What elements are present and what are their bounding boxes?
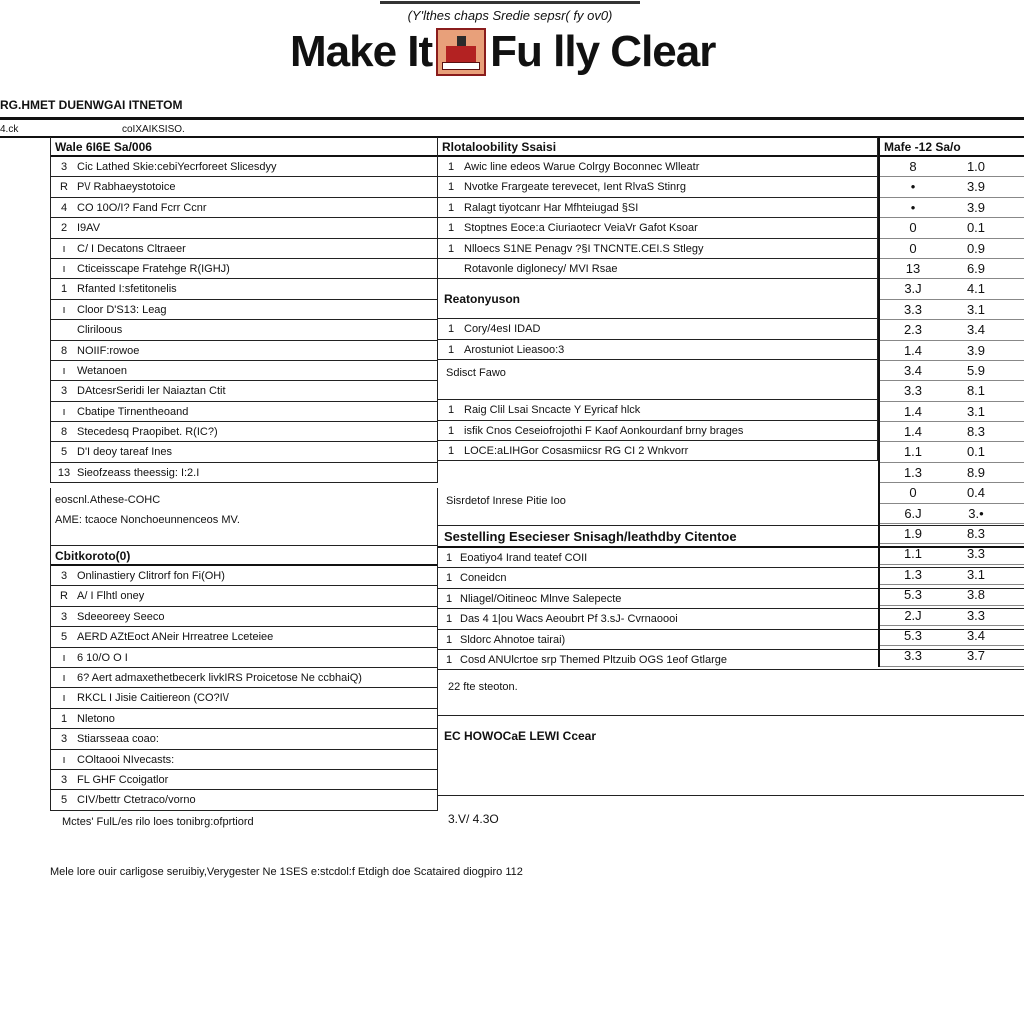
table-row bbox=[51, 790, 437, 810]
table-row bbox=[51, 770, 437, 790]
value-cell: 3.1 bbox=[966, 566, 986, 582]
table-row bbox=[51, 586, 437, 606]
table-row bbox=[880, 259, 1024, 279]
row-number: 1 bbox=[447, 181, 455, 194]
table-row bbox=[880, 422, 1024, 442]
footer-note-mid: 3.V/ 4.3O bbox=[448, 812, 499, 826]
row-text: D'I deoy tareaf Ines bbox=[77, 446, 173, 459]
table-row bbox=[880, 381, 1024, 401]
mid-lower-note: Sisrdetof Inrese Pitie Ioo bbox=[438, 488, 1024, 526]
row-number: 5 bbox=[60, 794, 68, 807]
value-cell: 0.4 bbox=[966, 485, 986, 501]
mid-tail bbox=[438, 676, 1024, 796]
left-table-header: Wale 6I6E Sa/006 bbox=[51, 137, 437, 157]
row-text: Sldorc Ahnotoe tairai) bbox=[460, 633, 566, 646]
value-cell: 3.3 bbox=[903, 301, 923, 317]
row-number: 1 bbox=[445, 572, 453, 585]
table-row bbox=[880, 361, 1024, 381]
table-row bbox=[880, 544, 1024, 564]
row-text: Nlloecs S1NE Penagv ?§I TNCNTE.CEI.S Stlegy bbox=[464, 242, 704, 255]
row-number: 8 bbox=[60, 344, 68, 357]
row-text: Rfanted I:sfetitonelis bbox=[77, 283, 177, 296]
value-cell: 3.7 bbox=[966, 648, 986, 664]
table-row bbox=[438, 421, 877, 441]
row-text: isfik Cnos Ceseiofrojothi F Kaof Aonkourdanf brny brages bbox=[464, 424, 744, 437]
footer-note-left: Mctes' FulL/es rilo loes tonibrg:ofprtiord bbox=[62, 816, 254, 828]
row-number: 13 bbox=[57, 466, 71, 479]
table-row bbox=[438, 177, 877, 197]
row-text: NOIIF:rowoe bbox=[77, 344, 140, 357]
table-row bbox=[880, 279, 1024, 299]
row-number: 8 bbox=[60, 426, 68, 439]
value-cell: 8.3 bbox=[966, 526, 986, 542]
row-text: Coneidcn bbox=[460, 572, 507, 585]
value-cell: 3.• bbox=[968, 505, 984, 521]
table-row bbox=[438, 441, 877, 461]
value-cell: 1.3 bbox=[903, 566, 923, 582]
table-row bbox=[51, 709, 437, 729]
top-label: coIXAIKSISO. bbox=[122, 124, 185, 135]
row-text: Cory/4esI IDAD bbox=[464, 323, 541, 336]
table-row bbox=[51, 607, 437, 627]
row-number: 1 bbox=[445, 552, 453, 564]
table-row bbox=[51, 320, 437, 340]
row-number: 5 bbox=[60, 446, 68, 459]
value-cell: 5.3 bbox=[903, 587, 923, 603]
row-text: Stiarsseaa coao: bbox=[77, 733, 159, 746]
value-cell: • bbox=[910, 199, 916, 215]
row-number: ı bbox=[62, 242, 66, 255]
value-cell: 3.9 bbox=[966, 179, 986, 195]
table-row bbox=[51, 300, 437, 320]
value-cell: 3.9 bbox=[966, 342, 986, 358]
value-cell: 0.9 bbox=[966, 240, 986, 256]
row-text: Cticeisscape Fratehge R(IGHJ) bbox=[77, 262, 230, 275]
row-text: Wetanoen bbox=[77, 364, 127, 377]
table-row bbox=[880, 157, 1024, 177]
row-text: RKCL I Jisie Caitiereon (CO?I\/ bbox=[77, 692, 229, 705]
row-text: Das 4 1|ou Wacs Aeoubrt Pf 3.sJ- Cvrnaoooi bbox=[460, 613, 678, 626]
table-row bbox=[880, 463, 1024, 483]
row-text: Onlinastiery Clitrorf fon Fi(OH) bbox=[77, 570, 225, 582]
row-number: R bbox=[60, 590, 68, 603]
table-row bbox=[51, 750, 437, 770]
row-number: R bbox=[60, 181, 68, 194]
value-cell: 2.J bbox=[904, 607, 922, 623]
value-cell: 3.3 bbox=[903, 383, 923, 399]
table-row bbox=[51, 381, 437, 401]
row-text: Raig Clil Lsai Sncacte Y Eyricaf hlck bbox=[464, 404, 641, 417]
table-row bbox=[880, 626, 1024, 646]
row-text: CIV/bettr Ctetraco/vorno bbox=[77, 794, 196, 807]
row-text: FL GHF Ccoigatlor bbox=[77, 773, 169, 786]
page-subtitle: (Y'lthes chaps Sredie sepsr( fy ov0) bbox=[407, 8, 613, 23]
row-number: 5 bbox=[60, 631, 68, 644]
value-cell: 3.3 bbox=[966, 546, 986, 562]
table-row bbox=[51, 668, 437, 688]
table-row bbox=[51, 688, 437, 708]
row-number: 1 bbox=[445, 653, 453, 666]
row-text: I9AV bbox=[77, 222, 101, 235]
left-table-2-header: Cbitkoroto(0) bbox=[51, 546, 437, 566]
table-row bbox=[880, 341, 1024, 361]
row-number bbox=[438, 259, 464, 278]
title-left: Make It bbox=[290, 27, 433, 76]
table-row bbox=[51, 198, 437, 218]
table-row bbox=[438, 259, 877, 279]
row-number: ı bbox=[62, 405, 66, 418]
table-row bbox=[51, 729, 437, 749]
value-cell: 8 bbox=[909, 159, 917, 174]
table-row bbox=[438, 340, 877, 360]
value-cell: 0.1 bbox=[966, 220, 986, 236]
row-number: 1 bbox=[447, 242, 455, 255]
row-number: 3 bbox=[60, 570, 68, 582]
table-row bbox=[880, 198, 1024, 218]
table-row bbox=[880, 320, 1024, 340]
table-row bbox=[51, 422, 437, 442]
value-cell: 3.9 bbox=[966, 199, 986, 215]
row-text: Sdeeoreey Seeco bbox=[77, 610, 165, 623]
value-cell: 8.3 bbox=[966, 424, 986, 440]
value-cell: 5.3 bbox=[903, 627, 923, 643]
table-row bbox=[51, 648, 437, 668]
table-row bbox=[880, 402, 1024, 422]
row-number: 1 bbox=[60, 283, 68, 296]
table-row bbox=[51, 566, 437, 586]
table-row bbox=[51, 279, 437, 299]
table-row bbox=[880, 442, 1024, 462]
row-text: Arostuniot Lieasoo:3 bbox=[464, 343, 565, 356]
row-number: 1 bbox=[445, 613, 453, 626]
value-cell: 3.3 bbox=[966, 607, 986, 623]
row-text: CO 10O/I? Fand Fcrr Ccnr bbox=[77, 201, 207, 214]
row-text: Rotavonle diglonecy/ MVI Rsae bbox=[464, 262, 618, 275]
value-cell: 3.J bbox=[904, 281, 922, 297]
mid-table bbox=[438, 137, 878, 461]
value-cell: 1.4 bbox=[903, 342, 923, 358]
row-number: ı bbox=[62, 262, 66, 275]
table-row bbox=[51, 402, 437, 422]
row-number: 4 bbox=[60, 201, 68, 214]
value-cell: 3.4 bbox=[966, 322, 986, 338]
row-number: 1 bbox=[447, 424, 455, 437]
row-number: 3 bbox=[60, 773, 68, 786]
value-cell: 4.1 bbox=[966, 281, 986, 297]
page-footer: Mele lore ouir carligose seruibiy,Verygester Ne 1SES e:stcdol:f Etdigh doe Scataired diogpiro 112 bbox=[50, 866, 523, 878]
value-cell: 1.4 bbox=[903, 403, 923, 419]
table-row bbox=[880, 524, 1024, 544]
value-cell: 2.3 bbox=[903, 322, 923, 338]
table-row bbox=[880, 606, 1024, 626]
table-row bbox=[51, 627, 437, 647]
row-text: P\/ Rabhaeystotoice bbox=[77, 181, 176, 194]
row-number: ı bbox=[62, 303, 66, 316]
value-cell: 3.8 bbox=[966, 587, 986, 603]
house-logo-icon bbox=[436, 28, 486, 76]
value-cell: 13 bbox=[905, 260, 921, 276]
row-text: 6? Aert admaxethetbecerk livkIRS Proicetose Ne ccbhaiQ) bbox=[77, 671, 362, 684]
value-cell: 0 bbox=[909, 220, 917, 236]
table-row bbox=[438, 319, 877, 339]
value-cell: 5.9 bbox=[966, 362, 986, 378]
table-row bbox=[51, 239, 437, 259]
row-number: 2 bbox=[60, 222, 68, 235]
row-text: Cic Lathed Skie:cebiYecrforeet Slicesdyy bbox=[77, 161, 277, 173]
table-row bbox=[51, 177, 437, 197]
mid-subheading: Reatonyuson bbox=[438, 279, 877, 319]
row-text: Cloor D'S13: Leag bbox=[77, 303, 167, 316]
table-row bbox=[880, 646, 1024, 666]
row-text: 6 10/O O I bbox=[77, 651, 128, 664]
row-number: 1 bbox=[445, 592, 453, 605]
table-row bbox=[880, 239, 1024, 259]
table-row bbox=[880, 585, 1024, 605]
table-row bbox=[880, 218, 1024, 238]
row-number: 3 bbox=[60, 733, 68, 746]
value-cell: 1.4 bbox=[903, 424, 923, 440]
table-row bbox=[51, 218, 437, 238]
row-text: LOCE:aLIHGor Cosasmiicsr RG CI 2 Wnkvorr bbox=[464, 444, 689, 457]
table-row bbox=[438, 157, 877, 177]
table-row bbox=[51, 341, 437, 361]
row-number: 1 bbox=[447, 404, 455, 417]
right-table bbox=[878, 137, 1024, 667]
value-cell: 0.1 bbox=[966, 444, 986, 460]
value-cell: 1.9 bbox=[903, 526, 923, 542]
row-number: 1 bbox=[447, 222, 455, 235]
value-cell: 8.1 bbox=[966, 383, 986, 399]
value-cell: 1.1 bbox=[903, 546, 923, 562]
title-right: Fu lly Clear bbox=[490, 27, 716, 76]
value-cell: 6.9 bbox=[966, 260, 986, 276]
value-cell: 1.1 bbox=[903, 444, 923, 460]
row-number: ı bbox=[62, 364, 66, 377]
top-cut-line bbox=[380, 0, 640, 4]
value-cell: 3.1 bbox=[966, 403, 986, 419]
value-cell: 3.4 bbox=[903, 362, 923, 378]
mid-note: Sdisct Fawo bbox=[438, 360, 877, 400]
table-row bbox=[880, 565, 1024, 585]
row-text: DAtcesrSeridi ler Naiaztan Ctit bbox=[77, 385, 226, 398]
table-row bbox=[51, 442, 437, 462]
value-cell: 3.4 bbox=[966, 627, 986, 643]
section-heading: RG.HMET DUENWGAI ITNETOM bbox=[0, 98, 183, 112]
left-notes bbox=[50, 488, 438, 546]
table-row bbox=[880, 177, 1024, 197]
row-number: 3 bbox=[60, 385, 68, 398]
row-number: 1 bbox=[447, 323, 455, 336]
row-number: ı bbox=[62, 753, 66, 766]
value-cell: 3.3 bbox=[903, 648, 923, 664]
row-text: COltaooi NIvecasts: bbox=[77, 753, 175, 766]
table-row bbox=[51, 361, 437, 381]
left-table bbox=[50, 137, 438, 483]
row-text: Nletono bbox=[77, 712, 115, 725]
divider bbox=[0, 117, 1024, 120]
row-text: Ralagt tiyotcanr Har Mfhteiugad §SI bbox=[464, 201, 639, 214]
table-row bbox=[880, 504, 1024, 524]
row-text: Cosd ANUlcrtoe srp Themed Pltzuib OGS 1eof Gtlarge bbox=[460, 653, 727, 666]
row-text: Cbatipe Tirnentheoand bbox=[77, 405, 189, 418]
row-number bbox=[51, 320, 77, 339]
row-number: 3 bbox=[60, 161, 68, 173]
left-note-b: AME: tcaoce Nonchoeunnenceos MV. bbox=[51, 508, 437, 546]
row-number: 1 bbox=[447, 343, 455, 356]
value-cell: 8.9 bbox=[966, 464, 986, 480]
row-number: 1 bbox=[447, 444, 455, 457]
table-row bbox=[438, 218, 877, 238]
left-note-a: eoscnl.Athese-COHC bbox=[55, 494, 161, 506]
row-text: Stecedesq Praopibet. R(IC?) bbox=[77, 426, 218, 439]
value-cell: 1.0 bbox=[966, 159, 986, 174]
row-text: C/ I Decatons Cltraeer bbox=[77, 242, 186, 255]
row-text: Eoatiyo4 Irand teatef COII bbox=[460, 552, 588, 564]
row-text: Nvotke Frargeate terevecet, Ient RlvaS Stinrg bbox=[464, 181, 686, 194]
row-text: Cliriloous bbox=[77, 324, 123, 337]
table-row bbox=[51, 463, 437, 483]
table-row bbox=[438, 239, 877, 259]
value-cell: 0 bbox=[909, 240, 917, 256]
right-table-header: Mafe -12 Sa/o bbox=[880, 137, 1024, 157]
value-cell: 0 bbox=[909, 485, 917, 501]
row-text: Sieofzeass theessig: I:2.I bbox=[77, 466, 200, 479]
row-text: Awic line edeos Warue Colrgy Boconnec Wlleatr bbox=[464, 161, 700, 173]
table-row bbox=[880, 483, 1024, 503]
mid-lower-subheading: Sestelling Esecieser Snisagh/leathdby Citentoe bbox=[438, 526, 1024, 548]
table-row bbox=[51, 157, 437, 177]
row-number: 1 bbox=[60, 712, 68, 725]
mid-tail-note: 22 fte steoton. bbox=[438, 676, 1024, 716]
row-number: ı bbox=[62, 651, 66, 664]
mid-tail-heading: EC HOWOCaE LEWI Ccear bbox=[438, 716, 1024, 796]
value-cell: • bbox=[910, 179, 916, 195]
row-text: Stoptnes Eoce:a Ciuriaotecr VeiaVr Gafot Ksoar bbox=[464, 222, 698, 235]
top-left-label: 4.ck bbox=[0, 124, 19, 135]
row-number: 1 bbox=[447, 161, 455, 173]
table-row bbox=[880, 300, 1024, 320]
row-text: AERD AZtEoct ANeir Hrreatree Lceteiee bbox=[77, 631, 274, 644]
page-title bbox=[290, 26, 760, 78]
row-number: ı bbox=[62, 671, 66, 684]
row-number: 1 bbox=[447, 201, 455, 214]
row-number: 3 bbox=[60, 610, 68, 623]
value-cell: 6.J bbox=[904, 505, 922, 521]
table-row bbox=[438, 198, 877, 218]
row-number: ı bbox=[62, 692, 66, 705]
row-text: A/ I Flhtl oney bbox=[77, 590, 145, 603]
left-table-2 bbox=[50, 546, 438, 811]
row-number: 1 bbox=[445, 633, 453, 646]
mid-table-header: Rlotaloobility Ssaisi bbox=[438, 137, 877, 157]
row-text: Nliagel/Oitineoc Mlnve Salepecte bbox=[460, 592, 622, 605]
value-cell: 3.1 bbox=[966, 301, 986, 317]
table-row bbox=[438, 400, 877, 420]
value-cell: 1.3 bbox=[903, 464, 923, 480]
table-row bbox=[51, 259, 437, 279]
